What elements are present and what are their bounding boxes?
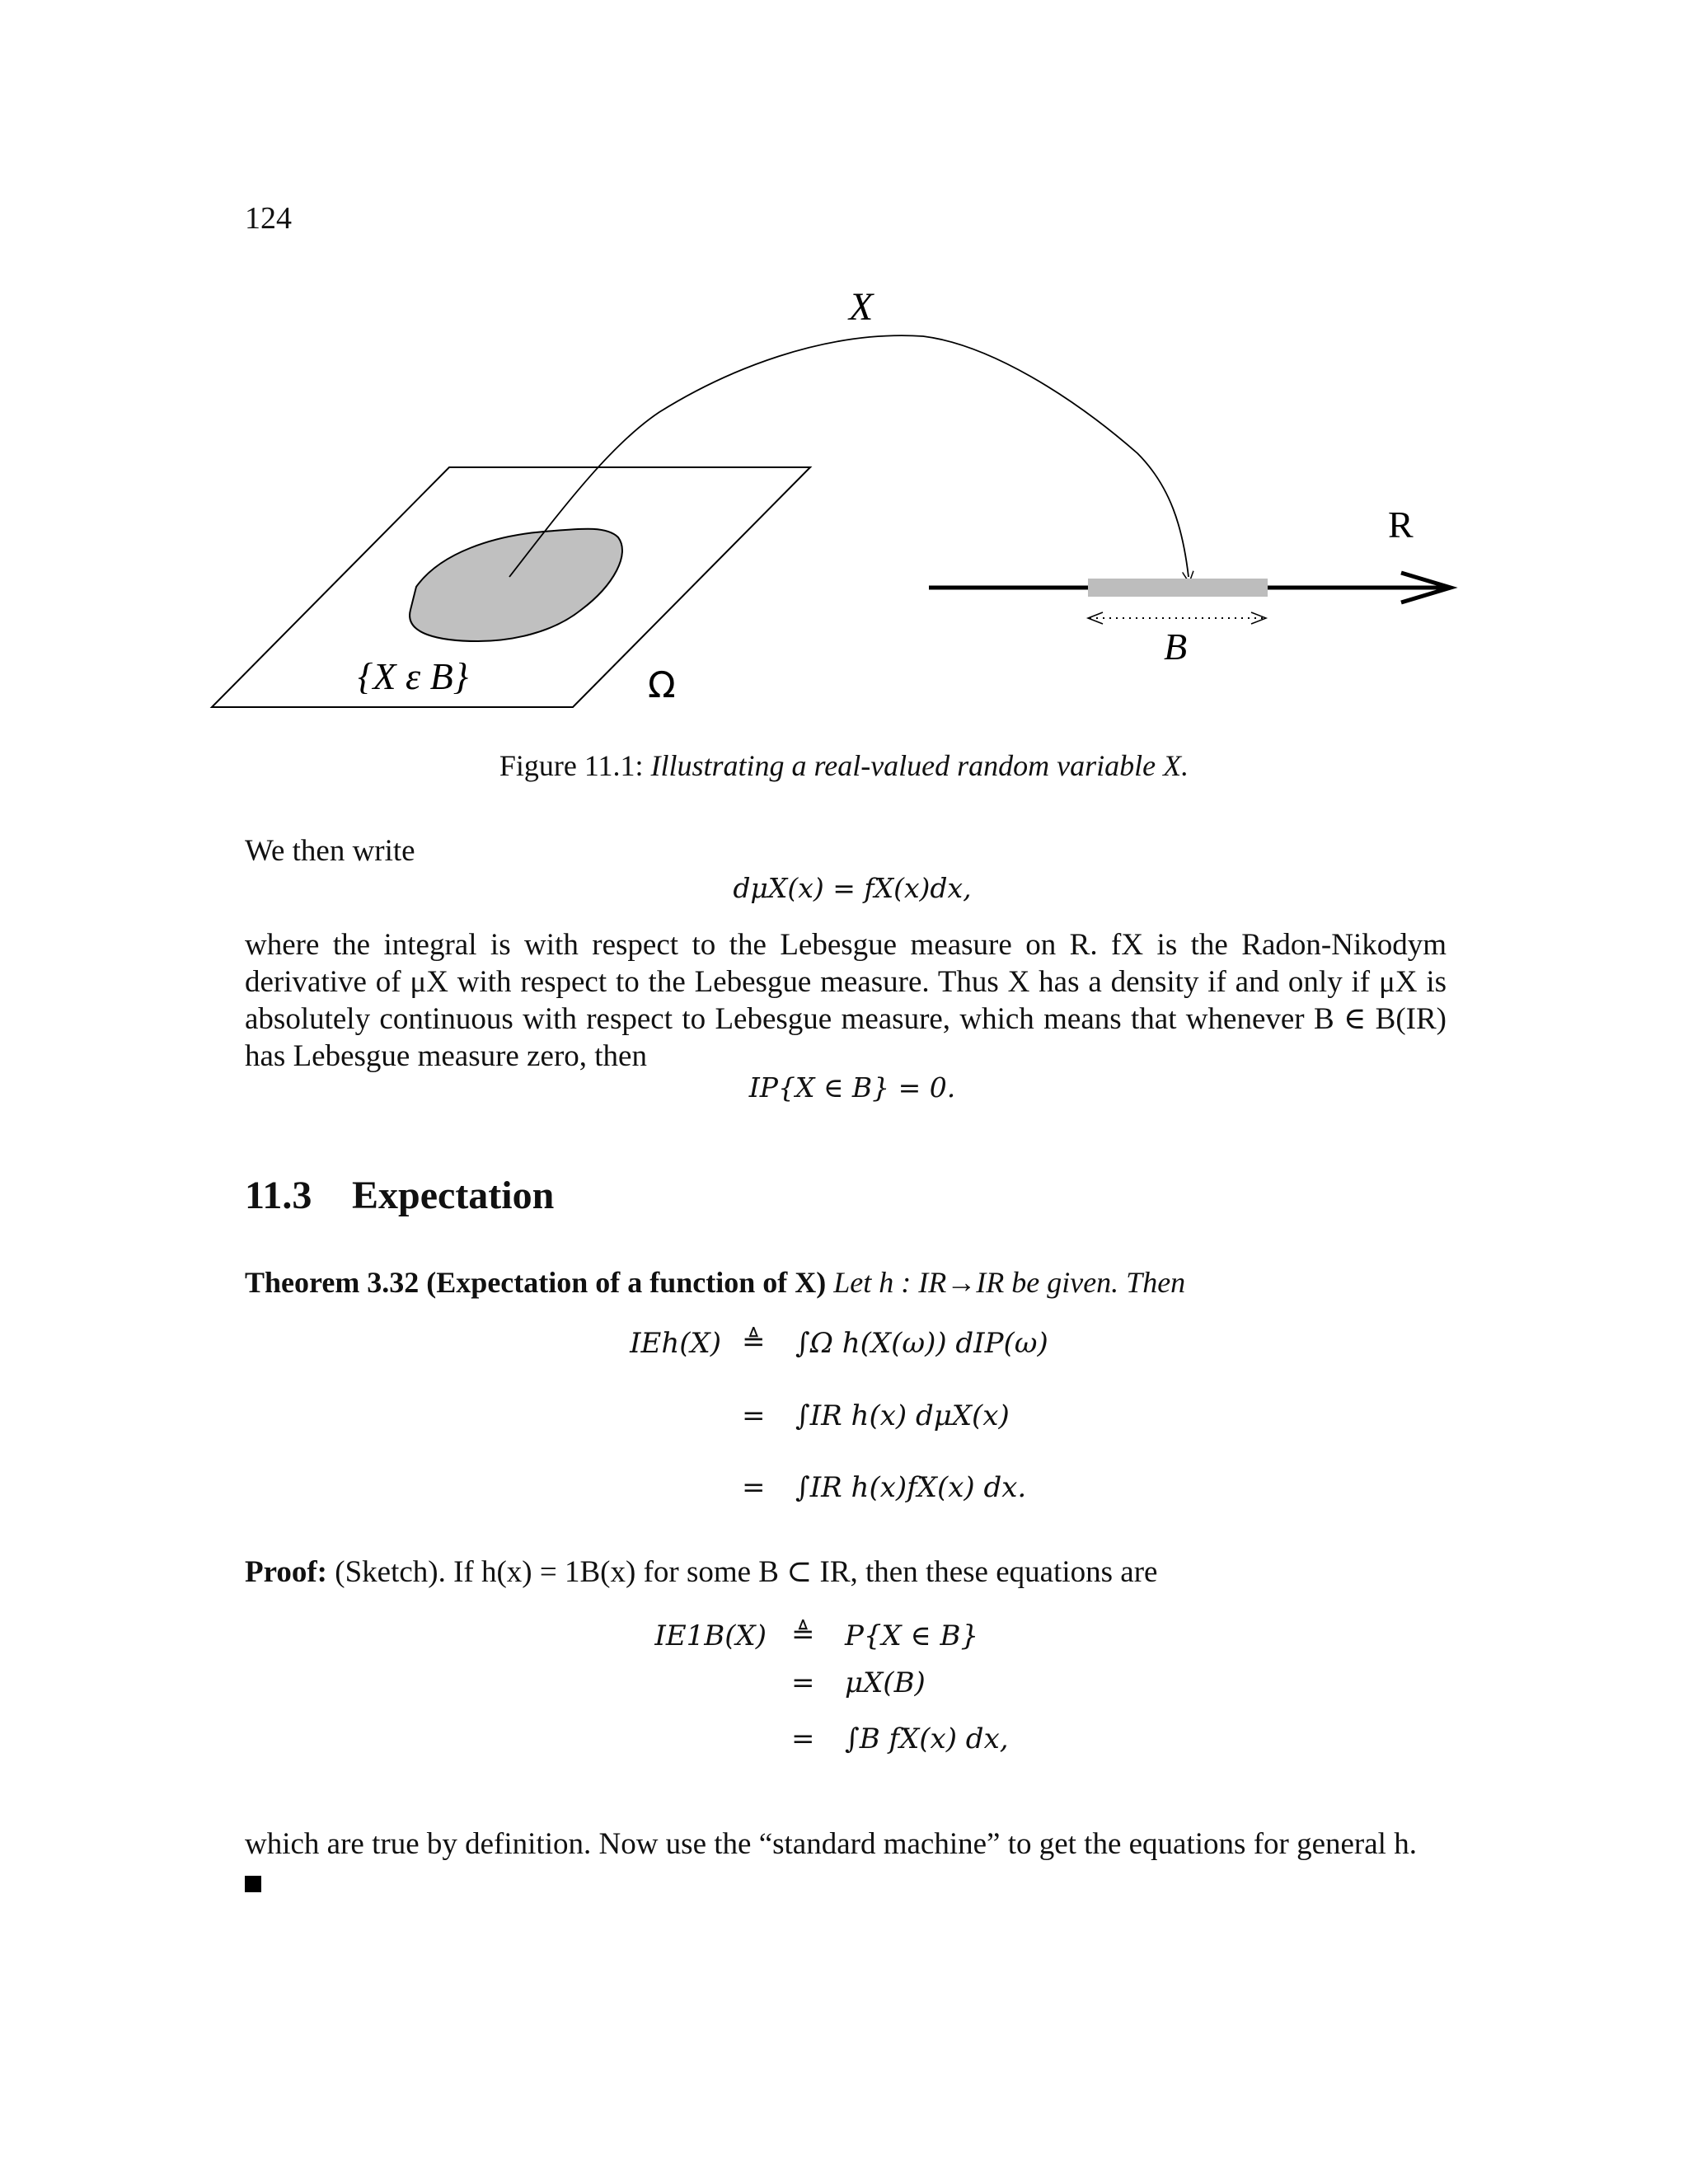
section-title: Expectation <box>352 1174 555 1217</box>
label-sample-space: Ω <box>648 664 676 706</box>
proof-eq-rel-1: = <box>791 1666 815 1699</box>
paragraph-density: where the integral is with respect to the Lebesgue measure on R. fX is the Radon-Nikodym derivative of μX with respect to the Lebesgue measure. Thus X has a density if and only if μX is absolutely continuous with respect to Lebesgue measure, which means that whenever B ∈ B(IR) has Lebesgue measure zero, then <box>245 928 1447 1073</box>
proof-eq-rel-2: = <box>791 1722 815 1755</box>
proof-text: (Sketch). If h(x) = 1B(x) for some B ⊂ IR, then these equations are <box>335 1555 1158 1589</box>
figure-caption <box>0 748 1688 783</box>
theorem-eq-rhs-2: ∫IR h(x)fX(x) dx. <box>795 1471 1027 1504</box>
proof-closing: which are true by definition. Now use the “standard machine” to get the equations for general h. <box>245 1827 1417 1861</box>
theorem-eq-rel-1: = <box>742 1399 766 1432</box>
section-heading <box>245 1173 554 1218</box>
theorem <box>245 1265 1185 1300</box>
proof-eq-rel-0: ≜ <box>791 1618 815 1651</box>
theorem-eq-lhs: IEh(X) <box>630 1327 721 1360</box>
caption-prefix: Figure 11.1: <box>499 749 644 782</box>
proof-eq-rhs-1: μX(B) <box>845 1666 926 1699</box>
equation-null-set: IP{X ∈ B} = 0. <box>748 1071 956 1104</box>
proof-label: Proof: <box>245 1555 327 1589</box>
page-number: 124 <box>245 201 292 236</box>
proof-eq-rhs-2: ∫B fX(x) dx, <box>845 1722 1009 1755</box>
random-variable-figure <box>0 0 1688 783</box>
theorem-eq-rel-2: = <box>742 1471 766 1504</box>
equation-density: dμX(x) = fX(x)dx, <box>733 872 972 904</box>
label-set-b: B <box>1164 626 1188 668</box>
intro-text: We then write <box>245 834 415 868</box>
proof-paragraph <box>245 1554 1447 1591</box>
proof-eq-rhs-0: P{X ∈ B} <box>845 1619 979 1652</box>
section-number: 11.3 <box>245 1174 312 1217</box>
label-map-x: X <box>849 285 874 329</box>
label-event: {X ε B} <box>358 655 469 697</box>
event-blob <box>410 529 622 641</box>
theorem-statement: Let h : IR→IR be given. Then <box>833 1266 1186 1299</box>
label-real-line: R <box>1388 504 1414 546</box>
proof-eq-lhs: IE1B(X) <box>654 1619 767 1652</box>
set-b-interval <box>1088 579 1268 597</box>
theorem-eq-rhs-0: ∫Ω h(X(ω)) dIP(ω) <box>795 1327 1048 1360</box>
theorem-eq-rhs-1: ∫IR h(x) dμX(x) <box>795 1399 1010 1432</box>
theorem-label: Theorem 3.32 (Expectation of a function of X) <box>245 1266 827 1299</box>
theorem-eq-rel-0: ≜ <box>742 1325 766 1358</box>
caption-text: Illustrating a real-valued random variable X. <box>650 749 1189 782</box>
qed-square <box>245 1876 261 1892</box>
